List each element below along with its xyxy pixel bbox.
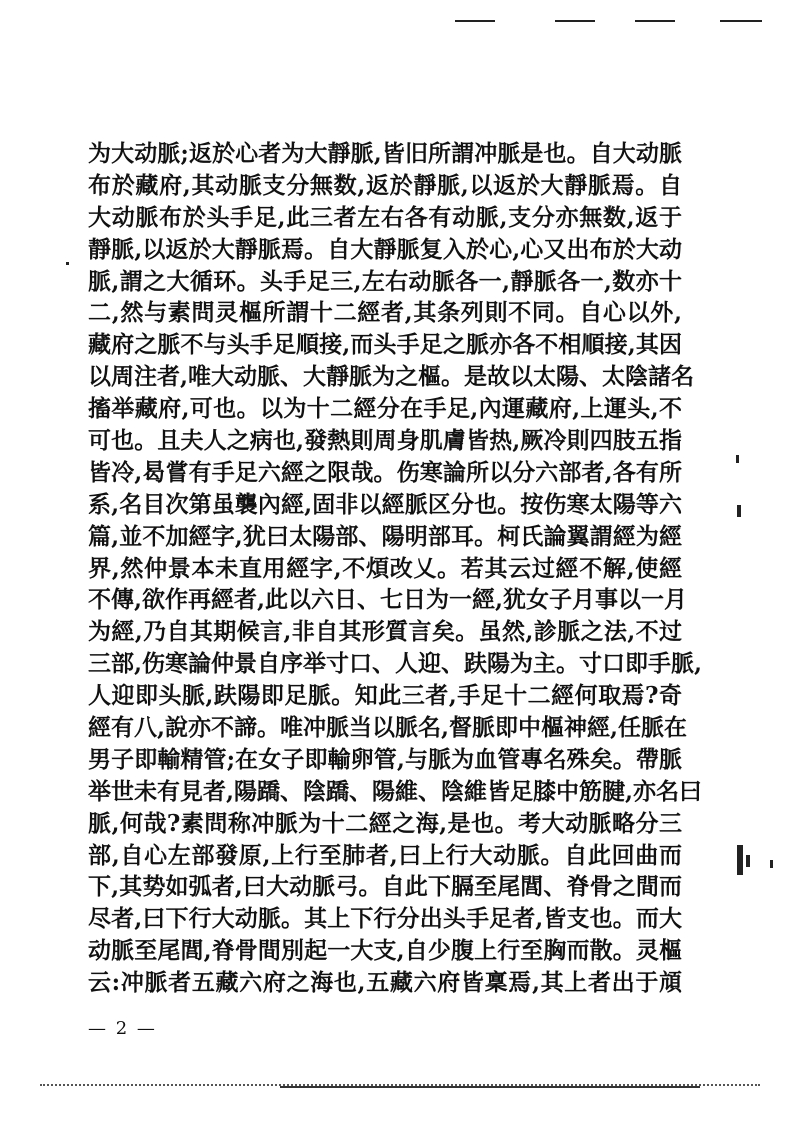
text-line: 以周注者,唯大动脈、大靜脈为之樞。是故以太陽、太陰諸名: [88, 363, 695, 391]
page-number: — 2 —: [88, 1018, 157, 1039]
text-line: 男子即輸精管;在女子即輸卵管,与脈为血管專名殊矣。帶脈: [88, 745, 682, 773]
scan-speck: [770, 860, 773, 868]
text-line: 三部,伤寒論仲景自序举寸口、人迎、趺陽为主。寸口即手脈,: [88, 650, 703, 678]
header-rule: [555, 20, 595, 22]
header-rule: [455, 20, 495, 22]
scan-speck: [66, 262, 69, 265]
text-line: 人迎即头脈,趺陽即足脈。知此三者,手足十二經何取焉?奇: [88, 682, 682, 710]
body-text: [88, 138, 703, 999]
text-line: 脈,何哉?素問称冲脈为十二經之海,是也。考大动脈略分三: [88, 809, 682, 837]
text-line: 尽者,曰下行大动脈。其上下行分出头手足者,皆支也。而大: [88, 905, 682, 933]
text-line: 可也。且夫人之病也,發熱則周身肌膚皆热,厥冷則四肢五指: [88, 427, 682, 455]
text-line: 二,然与素問灵樞所謂十二經者,其条列則不同。自心以外,: [88, 299, 682, 327]
text-line: 布於藏府,其动脈支分無数,返於靜脈,以返於大靜脈焉。自: [88, 171, 682, 199]
text-line: 搐举藏府,可也。以为十二經分在手足,內運藏府,上運头,不: [88, 395, 682, 423]
text-line: 云:冲脈者五藏六府之海也,五藏六府皆稟焉,其上者出于頏: [88, 969, 682, 997]
scan-speck: [736, 455, 739, 463]
bottom-rule: [280, 1086, 700, 1088]
text-line: 动脈至尾閭,脊骨間別起一大支,自少腹上行至胸而散。灵樞: [88, 937, 682, 965]
text-line: 下,其势如弧者,曰大动脈弓。自此下膈至尾閭、脊骨之間而: [88, 873, 682, 901]
text-line: 脈,謂之大循环。头手足三,左右动脈各一,靜脈各一,数亦十: [88, 267, 682, 295]
text-line: 藏府之脈不与头手足順接,而头手足之脈亦各不相順接,其因: [88, 331, 682, 359]
text-line: 靜脈,以返於大靜脈焉。自大靜脈复入於心,心又出布於大动: [88, 235, 682, 263]
text-line: 为經,乃自其期候言,非自其形質言矣。虽然,診脈之法,不过: [88, 618, 682, 646]
text-line: 举世未有見者,陽蹻、陰蹻、陽維、陰維皆足膝中筋腱,亦名曰: [88, 777, 703, 805]
scan-speck: [746, 855, 750, 867]
text-line: 系,名目次第虽襲內經,固非以經脈区分也。按伤寒太陽等六: [88, 490, 682, 518]
text-line: 大动脈布於头手足,此三者左右各有动脈,支分亦無数,返于: [88, 203, 682, 231]
header-rule: [635, 20, 675, 22]
text-line: 篇,並不加經字,犹曰太陽部、陽明部耳。柯氏論翼謂經为經: [88, 522, 682, 550]
text-line: 界,然仲景本未直用經字,不煩改乂。若其云过經不解,使經: [88, 554, 682, 582]
text-line: 部,自心左部發原,上行至肺者,曰上行大动脈。自此回曲而: [88, 841, 682, 869]
text-line: 皆冷,曷嘗有手足六經之限哉。伤寒論所以分六部者,各有所: [88, 458, 682, 486]
text-line: 經有八,說亦不諦。唯冲脈当以脈名,督脈即中樞神經,任脈在: [88, 714, 688, 742]
text-line: 为大动脈;返於心者为大靜脈,皆旧所謂冲脈是也。自大动脈: [88, 140, 682, 167]
header-rule: [720, 20, 762, 22]
scan-speck: [737, 505, 741, 517]
scan-speck: [737, 845, 743, 875]
text-line: 不傳,欲作再經者,此以六日、七日为一經,犹女子月事以一月: [88, 586, 688, 614]
